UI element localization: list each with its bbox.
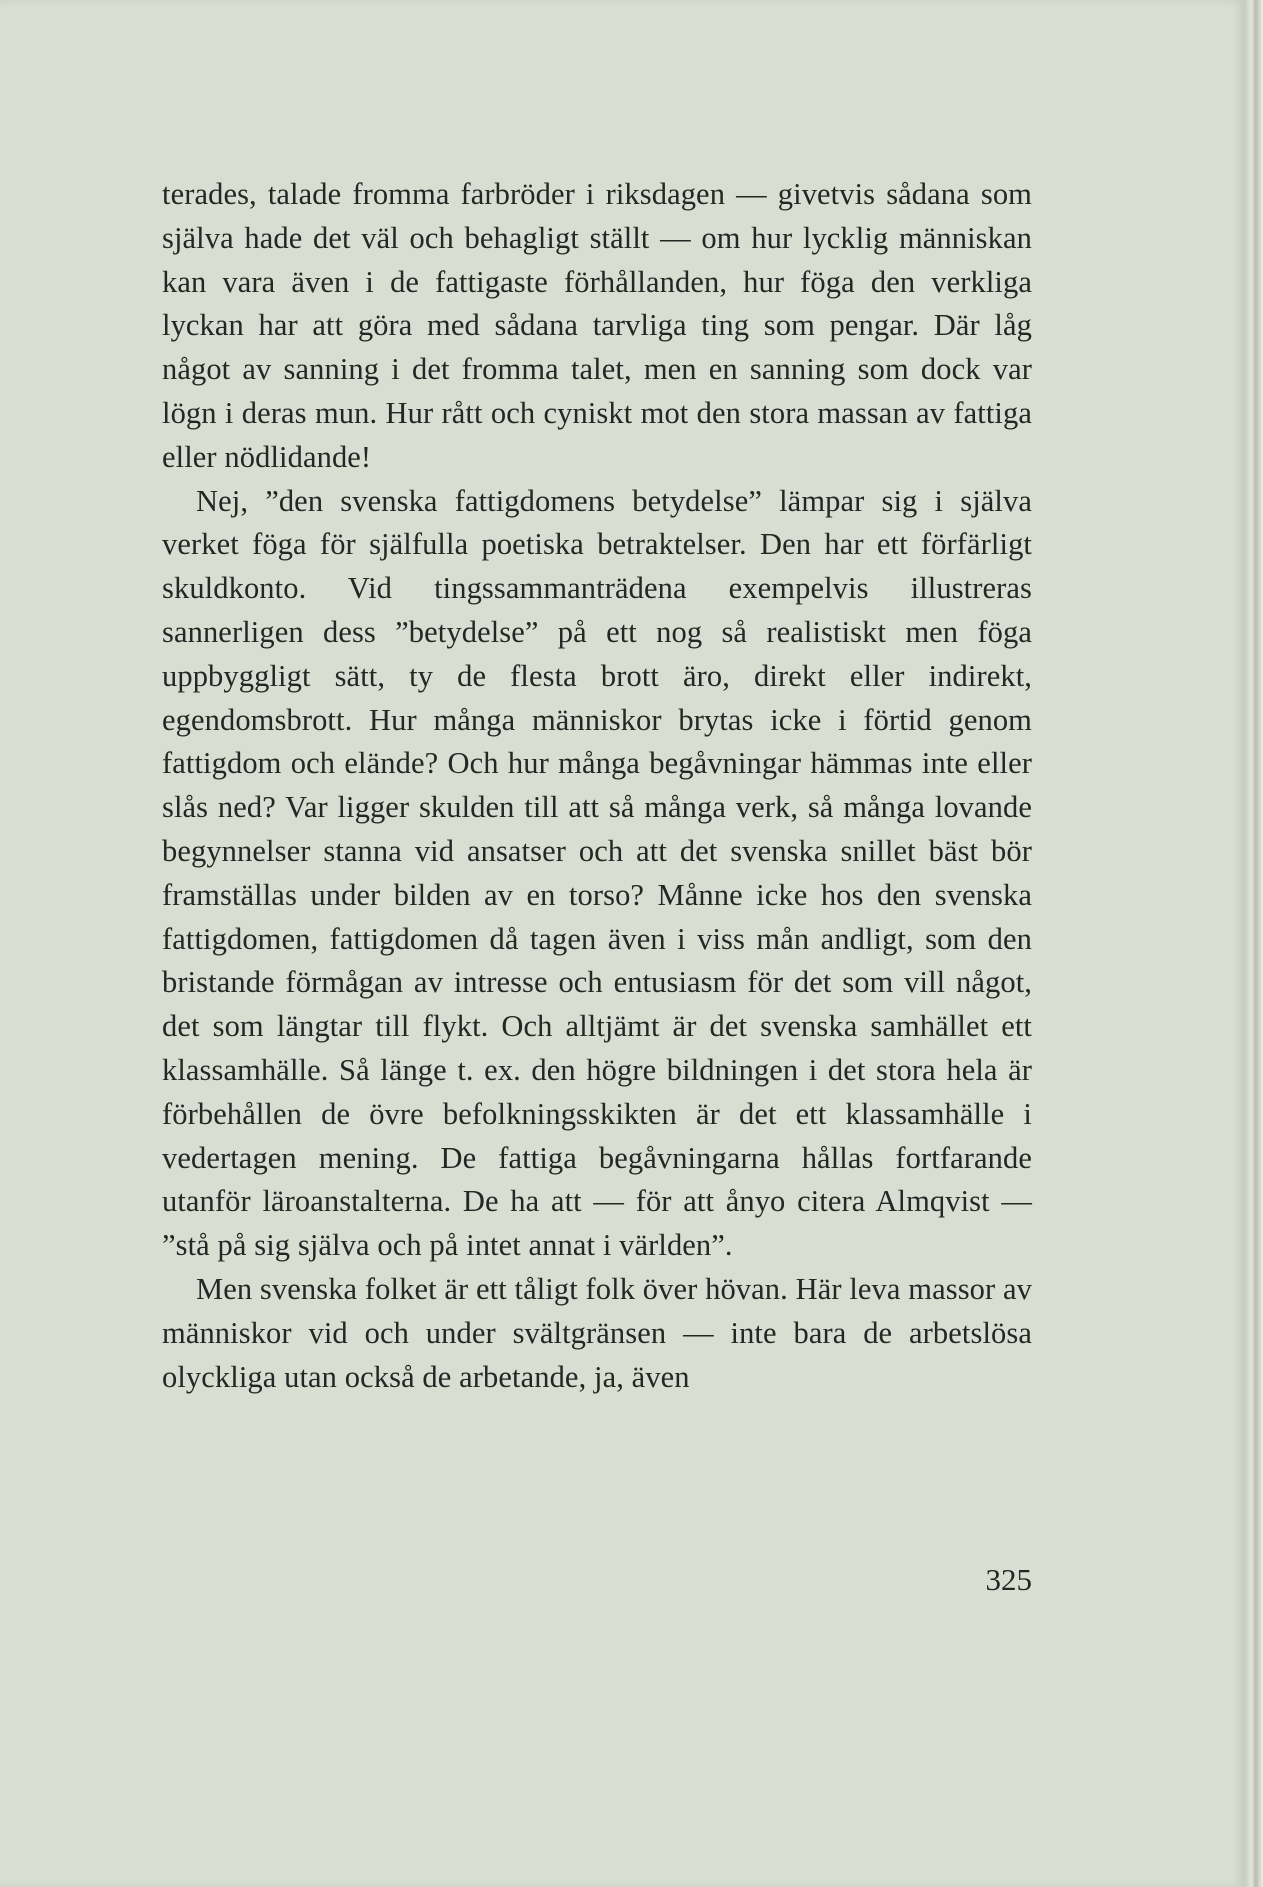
paragraph-1: terades, talade fromma farbröder i riksdagen — givetvis sådana som själva hade det väl och behagligt ställt — om hur lycklig människan kan vara även i de fattigaste förhållanden, hur föga den verkliga lyckan har att göra med sådana tarvliga ting som pengar. Där låg något av sanning i det fromma talet, men en sanning som dock var lögn i deras mun. Hur rått och cyniskt mot den stora massan av fattiga eller nödlidande! <box>162 177 1032 474</box>
page-edge <box>1245 0 1263 1887</box>
page-number: 325 <box>985 1562 1032 1597</box>
body-text <box>162 173 1032 1399</box>
paragraph-3: Men svenska folket är ett tåligt folk över hövan. Här leva massor av människor vid och under svältgränsen — inte bara de arbetslösa olyckliga utan också de arbetande, ja, även <box>162 1271 1032 1394</box>
paragraph-2: Nej, ”den svenska fattigdomens betydelse” lämpar sig i själva verket föga för själfulla poetiska betraktelser. Den har ett förfärligt skuldkonto. Vid tingssammanträdena exempelvis illustreras sannerligen dess ”betydelse” på ett nog så realistiskt men föga uppbyggligt sätt, ty de flesta brott äro, direkt eller indirekt, egendomsbrott. Hur många människor brytas icke i förtid genom fattigdom och elände? Och hur många begåvningar hämmas inte eller slås ned? Var ligger skulden till att så många verk, så många lovande begynnelser stanna vid ansatser och att det svenska snillet bäst bör framställas under bilden av en torso? Månne icke hos den svenska fattigdomen, fattigdomen då tagen även i viss mån andligt, som den bristande förmågan av intresse och entusiasm för det som vill något, det som längtar till flykt. Och alltjämt är det svenska samhället ett klassamhälle. Så länge t. ex. den högre bildningen i det stora hela är förbehållen de övre befolkningsskikten är det ett klassamhälle i vedertagen mening. De fattiga begåvningarna hållas fortfarande utanför läroanstalterna. De ha att — för att ånyo citera Almqvist — ”stå på sig själva och på intet annat i världen”. <box>162 483 1032 1263</box>
